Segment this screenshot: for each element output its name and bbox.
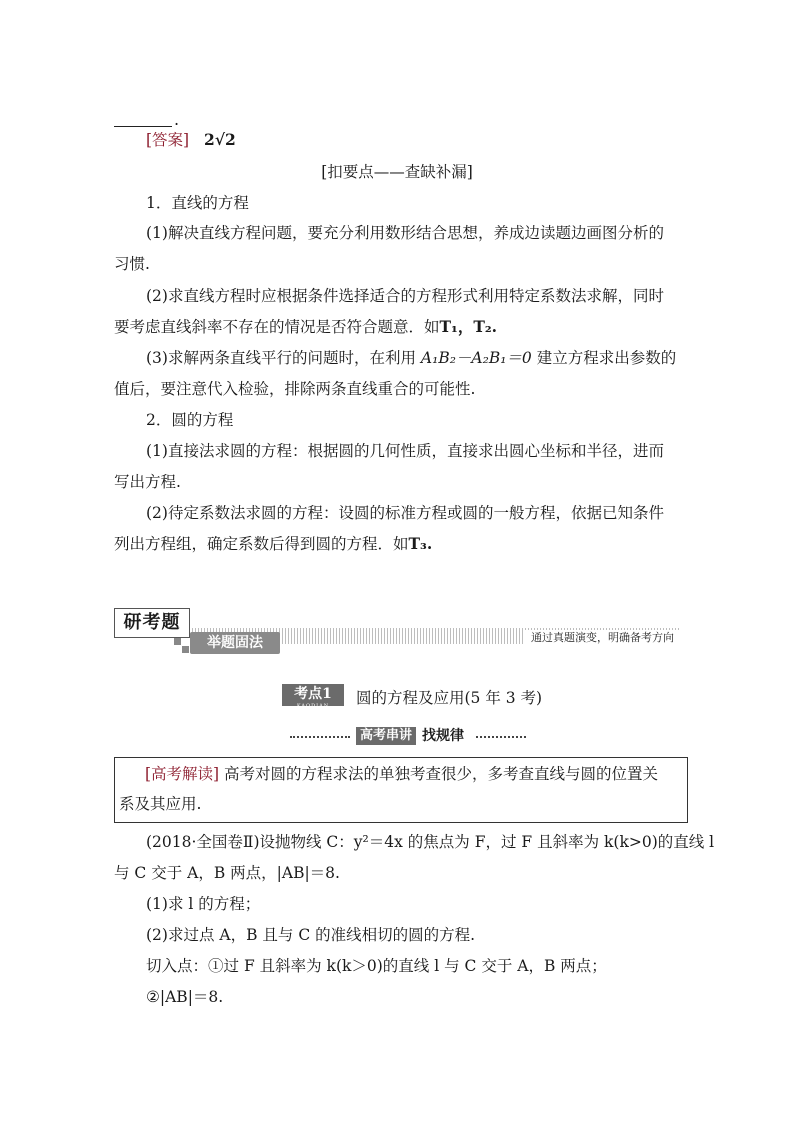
kaodian-title: 圆的方程及应用(5 年 3 考) bbox=[356, 689, 543, 707]
dotted-rule-left bbox=[290, 736, 350, 738]
s1-p3-formula: A₁B₂－A₂B₁＝0 bbox=[420, 349, 532, 367]
banner-square-icon bbox=[182, 646, 189, 653]
entry-line1 bbox=[146, 956, 607, 976]
banner-main-title: 研考题 bbox=[114, 608, 190, 638]
gaokao-text: 找规律 bbox=[422, 728, 464, 744]
entry-line2: ②|AB|＝8. bbox=[146, 988, 224, 1006]
interpretation-tag: [高考解读] bbox=[145, 765, 220, 783]
gaokao-divider bbox=[290, 727, 530, 747]
banner-subtitle: 举题固法 bbox=[190, 632, 280, 654]
s2-p2-line2 bbox=[114, 534, 432, 554]
kaodian-badge-sub: KAODIAN bbox=[296, 703, 330, 709]
s2-p2-line1: (2)待定系数法求圆的方程：设圆的标准方程或圆的一般方程，依据已知条件 bbox=[146, 504, 664, 522]
interpretation-line2: 系及其应用. bbox=[119, 795, 202, 813]
answer-tag: [答案] bbox=[146, 131, 190, 149]
problem-q1: (1)求 l 的方程； bbox=[146, 895, 261, 913]
review-heading: [扣要点——查缺补漏] bbox=[321, 163, 473, 181]
section2-title: 2．圆的方程 bbox=[146, 411, 234, 429]
problem-line1: (2018·全国卷Ⅱ)设抛物线 C：y²＝4x 的焦点为 F，过 F 且斜率为 k(k>0)的直线 l bbox=[146, 833, 715, 851]
interpretation-box bbox=[114, 757, 688, 823]
answer-value: 2√2 bbox=[204, 130, 236, 149]
s2-p1-line1: (1)直接法求圆的方程：根据圆的几何性质，直接求出圆心坐标和半径，进而 bbox=[146, 442, 664, 460]
s2-p1-line2: 写出方程. bbox=[114, 473, 181, 491]
s2-p2-ref: T₃. bbox=[408, 534, 433, 553]
s1-p2-refs: T₁，T₂. bbox=[439, 317, 498, 336]
s1-p3-line1 bbox=[146, 348, 676, 368]
s1-p3-pre: (3)求解两条直线平行的问题时，在利用 bbox=[146, 349, 416, 367]
s1-p2-line1: (2)求直线方程时应根据条件选择适合的方程形式利用特定系数法求解，同时 bbox=[146, 287, 664, 305]
interpretation-text1: 高考对圆的方程求法的单独考查很少，多考查直线与圆的位置关 bbox=[224, 765, 659, 783]
blank-period: . bbox=[174, 110, 180, 129]
s1-p1-line2: 习惯. bbox=[114, 255, 150, 273]
banner-right-text: 通过真题演变，明确备考方向 bbox=[525, 630, 680, 646]
s1-p3-post: 建立方程求出参数的 bbox=[536, 349, 677, 367]
answer-line bbox=[146, 130, 236, 150]
interpretation-line1 bbox=[145, 764, 658, 784]
kaodian-badge: 考点1 bbox=[282, 684, 344, 706]
s2-p2-line2-text: 列出方程组，确定系数后得到圆的方程．如 bbox=[114, 535, 409, 553]
problem-q2: (2)求过点 A，B 且与 C 的准线相切的圆的方程. bbox=[146, 926, 476, 944]
dotted-rule-right bbox=[476, 736, 526, 738]
answer-blank bbox=[114, 126, 172, 127]
entry-label: 切入点： bbox=[146, 957, 209, 975]
section1-title: 1．直线的方程 bbox=[146, 194, 249, 212]
banner-square-icon bbox=[174, 638, 181, 645]
entry-point1: ①过 F 且斜率为 k(k＞0)的直线 l 与 C 交于 A，B 两点； bbox=[208, 957, 607, 975]
gaokao-tag: 高考串讲 bbox=[356, 727, 416, 745]
s1-p2-line2-text: 要考虑直线斜率不存在的情况是否符合题意．如 bbox=[114, 318, 440, 336]
s1-p1-line1: (1)解决直线方程问题，要充分利用数形结合思想，养成边读题边画图分析的 bbox=[146, 224, 664, 242]
s1-p3-line2: 值后，要注意代入检验，排除两条直线重合的可能性. bbox=[114, 380, 476, 398]
s1-p2-line2 bbox=[114, 317, 497, 337]
problem-line2: 与 C 交于 A，B 两点，|AB|＝8. bbox=[114, 864, 340, 882]
section-banner bbox=[114, 608, 680, 656]
